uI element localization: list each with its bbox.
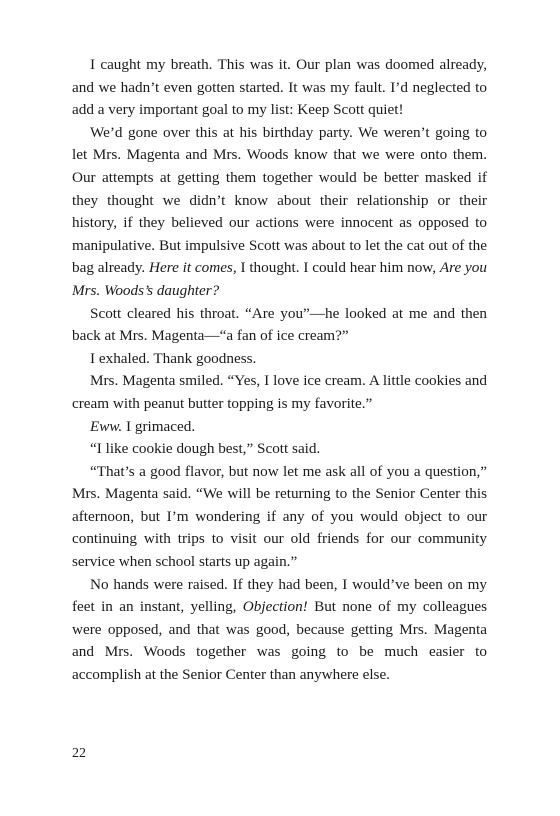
paragraph [72,303,487,348]
text-run: But none of my colleagues were opposed, and that was good, because getting Mrs. Magenta and Mrs. Woods together was going to be much easier to accomplish at the Senior Center than anywhere else. [72,598,487,684]
italic-text: Here it comes, [149,259,237,277]
italic-text: Objection! [242,598,308,616]
text-run: I grimaced. [122,417,196,435]
text-run: No hands were raised. If they had been, I would’ve been on my feet in an instant, yelling, [72,575,487,616]
text-run: Scott cleared his throat. “Are you”—he looked at me and then back at Mrs. Magenta—“a fan of ice cream?” [72,304,487,345]
text-run: We’d gone over this at his birthday party. We weren’t going to let Mrs. Magenta and Mrs. Woods know that we were onto them. Our attempts at getting them together would be better masked if they thought we didn’t know about their relationship or their history, if they believed our actions were innocent as opposed to manipulative. But impulsive Scott was about to let the cat out of the bag already. [72,123,487,277]
paragraph [72,122,487,303]
text-run: I thought. I could hear him now, [236,259,440,277]
paragraph [72,416,487,439]
italic-text: Eww. [90,417,123,435]
text-run: I exhaled. Thank goodness. [90,349,257,367]
text-run: “That’s a good flavor, but now let me ask all of you a question,” Mrs. Magenta said. “We will be returning to the Senior Center this afternoon, but I’m wondering if any of you would object to our continuing with trips to visit our old friends for our community service when school starts up again.” [72,462,487,571]
paragraph [72,438,487,461]
paragraph [72,370,487,415]
text-run: “I like cookie dough best,” Scott said. [90,440,321,458]
text-run: Mrs. Magenta smiled. “Yes, I love ice cream. A little cookies and cream with peanut butter topping is my favorite.” [72,372,487,412]
paragraph [72,54,487,122]
paragraph [72,461,487,574]
page-number: 22 [72,746,86,761]
page-body [72,54,487,687]
italic-text: Are you Mrs. Woods’s daughter? [72,259,487,299]
paragraph [72,348,487,371]
text-run: I caught my breath. This was it. Our plan was doomed already, and we hadn’t even gotten started. It was my fault. I’d neglected to add a very important goal to my list: Keep Scott quiet! [72,56,487,119]
paragraph [72,574,487,687]
